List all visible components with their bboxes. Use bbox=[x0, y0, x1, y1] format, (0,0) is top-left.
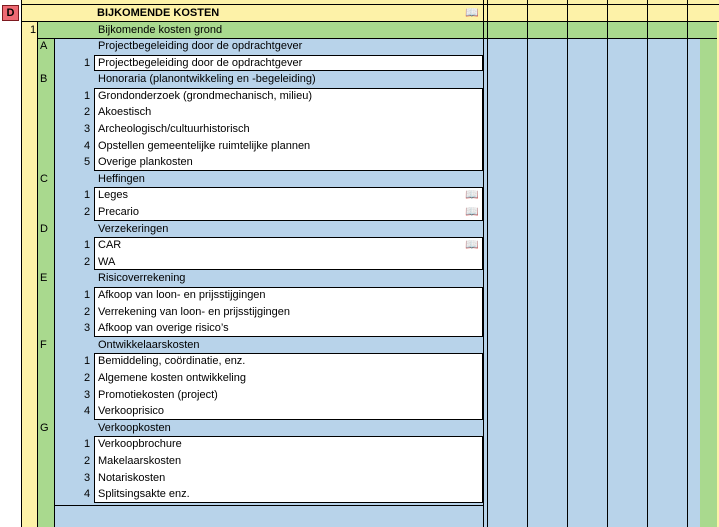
open-book-icon[interactable]: 📖 bbox=[465, 189, 479, 202]
item-label: Bemiddeling, coördinatie, enz. bbox=[98, 355, 246, 368]
item-number: 2 bbox=[84, 372, 91, 384]
column-divider bbox=[483, 0, 484, 527]
item-box bbox=[94, 237, 483, 270]
group-title: Risicoverrekening bbox=[98, 272, 186, 285]
item-label: Verkooprisico bbox=[98, 405, 165, 418]
item-number: 3 bbox=[84, 322, 91, 335]
item-number: 1 bbox=[84, 289, 91, 301]
subsection-number: 1 bbox=[30, 24, 37, 36]
column-divider bbox=[567, 0, 568, 527]
item-number: 1 bbox=[84, 239, 91, 252]
group-letter: E bbox=[40, 272, 48, 285]
open-book-icon[interactable]: 📖 bbox=[465, 239, 479, 252]
column-divider bbox=[607, 0, 608, 527]
item-label: Projectbegeleiding door de opdrachtgever bbox=[98, 56, 303, 69]
group-letter: C bbox=[40, 172, 48, 185]
item-label: Notariskosten bbox=[98, 471, 166, 484]
item-number: 4 bbox=[84, 488, 91, 501]
item-number: 1 bbox=[84, 189, 91, 202]
item-label: Afkoop van loon- en prijsstijgingen bbox=[98, 289, 266, 301]
item-label: Precario bbox=[98, 206, 139, 218]
group-left-border bbox=[54, 38, 55, 527]
open-book-icon[interactable]: 📖 bbox=[465, 206, 479, 218]
item-label: Promotiekosten (project) bbox=[98, 388, 218, 401]
item-label: Grondonderzoek (grondmechanisch, milieu) bbox=[98, 89, 312, 102]
item-label: Verkoopbrochure bbox=[98, 438, 182, 451]
group-title: Heffingen bbox=[98, 172, 145, 185]
item-label: Algemene kosten ontwikkeling bbox=[98, 372, 246, 384]
section-left-border bbox=[21, 0, 22, 527]
column-divider bbox=[647, 0, 648, 527]
item-label: WA bbox=[98, 255, 116, 268]
item-number: 2 bbox=[84, 455, 91, 467]
column-divider bbox=[487, 0, 488, 527]
item-label: Verrekening van loon- en prijsstijgingen bbox=[98, 305, 291, 318]
item-number: 2 bbox=[84, 255, 91, 268]
group-title: Verkoopkosten bbox=[98, 421, 171, 434]
item-number: 1 bbox=[84, 438, 91, 451]
group-title: Ontwikkelaarskosten bbox=[98, 338, 200, 351]
item-label: Akoestisch bbox=[98, 106, 152, 119]
group-bottom-rule bbox=[54, 505, 483, 506]
item-number: 4 bbox=[84, 405, 91, 418]
item-label: Archeologisch/cultuurhistorisch bbox=[98, 123, 250, 135]
item-number: 5 bbox=[84, 156, 91, 169]
section-code-badge: D bbox=[2, 5, 19, 21]
column-divider bbox=[687, 0, 688, 527]
item-label: Makelaarskosten bbox=[98, 455, 182, 467]
group-title: Verzekeringen bbox=[98, 222, 169, 235]
group-letter: D bbox=[40, 222, 48, 235]
group-title: Projectbegeleiding door de opdrachtgever bbox=[98, 40, 303, 52]
item-label: Opstellen gemeentelijke ruimtelijke plannen bbox=[98, 139, 311, 152]
group-title: Honoraria (planontwikkeling en -begeleiding) bbox=[98, 73, 316, 86]
section-title: BIJKOMENDE KOSTEN bbox=[97, 7, 220, 19]
group-letter: G bbox=[40, 421, 49, 434]
item-label: Leges bbox=[98, 189, 128, 202]
item-number: 4 bbox=[84, 139, 91, 152]
item-number: 1 bbox=[84, 89, 91, 102]
item-number: 3 bbox=[84, 388, 91, 401]
item-number: 1 bbox=[84, 355, 91, 368]
item-label: Afkoop van overige risico’s bbox=[98, 322, 229, 335]
column-divider bbox=[527, 0, 528, 527]
subsection-title: Bijkomende kosten grond bbox=[98, 24, 223, 36]
item-number: 3 bbox=[84, 123, 91, 135]
item-box bbox=[94, 187, 483, 220]
item-number: 2 bbox=[84, 305, 91, 318]
item-label: Overige plankosten bbox=[98, 156, 193, 169]
item-label: Splitsingsakte enz. bbox=[98, 488, 190, 501]
group-letter: F bbox=[40, 338, 47, 351]
item-number: 1 bbox=[84, 56, 91, 69]
open-book-icon[interactable]: 📖 bbox=[465, 7, 479, 19]
subsection-left-border bbox=[37, 22, 38, 527]
item-number: 2 bbox=[84, 106, 91, 119]
group-letter: B bbox=[40, 73, 48, 86]
item-number: 2 bbox=[84, 206, 91, 218]
group-letter: A bbox=[40, 40, 48, 52]
item-label: CAR bbox=[98, 239, 122, 252]
item-number: 3 bbox=[84, 471, 91, 484]
